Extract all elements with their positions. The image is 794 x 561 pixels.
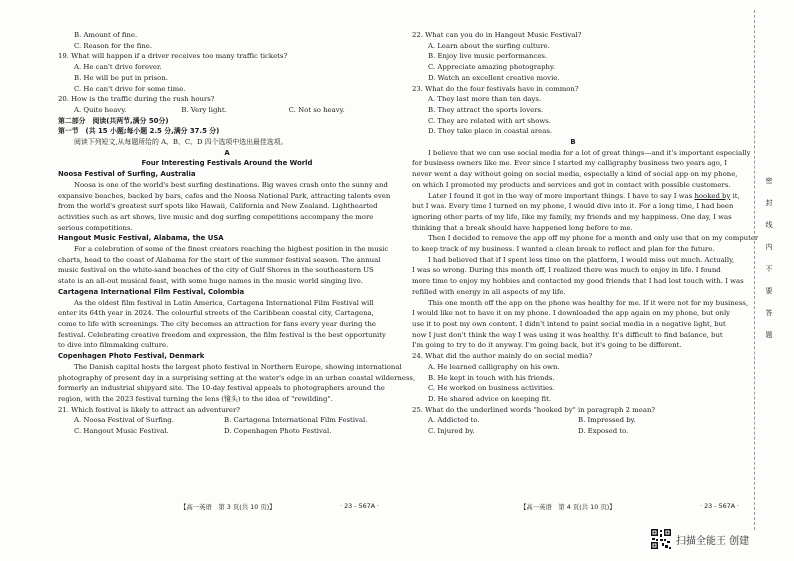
pb5-line: now I just don't think the way I was using it was healthy. It's difficult to find balance, but [412,330,723,339]
p1-line: activities such as art shows, live music and dog surfing competitions accompany the more [58,212,374,221]
footer-left-code: · 23 - 567A · [340,502,380,510]
question-22: 22. What can you do in Hangout Music Festival? [412,31,582,39]
instructions: 阅读下列短文,从每题所给的 A、B、C、D 四个选项中选出最佳选项。 [74,138,288,147]
q25-option-b: B. Impressed by. [578,416,636,425]
section1-heading: 第一节 (共 15 小题;每小题 2.5 分,满分 37.5 分) [58,127,220,136]
q20-option-a: A. Quite heavy. [74,105,127,114]
q25-option-c: C. Injured by. [428,427,475,436]
q21-option-d: D. Copenhagen Photo Festival. [224,427,332,436]
q25-option-a: A. Addicted to. [428,416,480,425]
pb3-line: Then I decided to remove the app off my phone for a month and only use that on my computer [428,234,759,243]
festival-heading-hangout: Hangout Music Festival, Alabama, the USA [58,234,224,243]
pb1-line: I believe that we can use social media for a lot of great things—and it's important especially [428,148,751,157]
p2-line: state is an all-out musical feast, with some huge names in the music world singing live. [58,277,364,286]
q19-opt-c: C. He can't drive for some time. [74,84,186,93]
left-column [58,30,416,437]
seal-line-text [762,170,776,346]
p4-line: region, with the 2023 festival turning the lens (镜头) to the idea of "rewilding". [58,394,333,403]
seal-char: 密 [765,177,773,185]
pb5-line: This one month off the app on the phone was healthy for me. If it were not for my business, [428,298,749,307]
question-24: 24. What did the author mainly do on social media? [412,352,593,361]
part2-heading: 第二部分 阅读(共两节,满分 50分) [58,116,169,125]
q25-options-row1 [412,415,734,426]
p2-line: music festival on the white-sand beaches of the city of Gulf Shores in the southeastern US [58,266,374,275]
q23-option-a: A. They last more than ten days. [428,95,542,104]
festival-heading-noosa: Noosa Festival of Surfing, Australia [58,170,196,179]
q23-option-b: B. They attract the sports lovers. [428,105,544,114]
seal-char: 内 [765,243,773,251]
footer-right-label: 【高一英语 第 4 页(共 10 页)】 [520,503,616,511]
q23-option-c: C. They are related with art shows. [428,116,552,125]
pb4-line: more time to enjoy my hobbies and contacted my good friends that I had lost touch with. I was [412,277,744,286]
p4-line: The Danish capital hosts the largest photo festival in Northern Europe, showing international [74,362,402,371]
q24-option-c: C. He worked on business activities. [428,384,555,393]
q19-opt-b: B. He will be put in prison. [74,73,168,82]
pb5-line: use it to post my own content. I didn't intend to paint social media in a negative light, but [412,319,726,328]
p4-line: formerly an industrial shipyard site. The 10-day festival appeals to photographers around the [58,384,385,393]
q21-option-c: C. Hangout Music Festival. [74,427,169,436]
festival-heading-cartagena: Cartagena International Film Festival, Colombia [58,287,245,296]
pb4-line: refilled with energy in all aspects of my life. [412,287,566,296]
p1-line: from the world's greatest surf spots like Hawaii, California and New Zealand. Lighthearted [58,202,378,211]
qr-code-icon [650,528,672,550]
p4-line: photography of present day in a surprising setting at the water's edge in an urban coastal wilderness, [58,373,416,382]
p1-line: expansive beaches, backed by bars, cafes and the Noosa National Park, attracting talents even [58,191,391,200]
right-column [412,30,759,437]
q22-option-d: D. Watch an excellent creative movie. [428,73,560,82]
pb2-line: thinking that a break should have happened long before to me. [412,223,633,232]
pb4-line: I had believed that if I spent less time on the platform, I would miss out much. Actually, [428,255,735,264]
passage-label-b: B [570,138,576,147]
q24-option-d: D. He shared advice on keeping fit. [428,394,552,403]
q23-option-d: D. They take place in coastal areas. [428,127,553,136]
q19-option-c: C. Reason for the fine. [74,41,153,50]
q20-options [58,105,396,116]
passage-label-a: A [224,148,230,157]
p1-line: serious competitions. [58,223,133,232]
p2-line: charts, head to the coast of Alabama for the start of the summer festival season. The annual [58,255,381,264]
seal-char: 题 [765,331,773,339]
pb5-line: I would like not to have it on my phone. I downloaded the app again on my phone, but only [412,309,731,318]
seal-char: 答 [765,309,773,317]
pb4-line: I was so wrong. During this month off, I realized there was much to enjoy in life. I found [412,266,721,275]
p2-line: For a celebration of some of the finest creators reaching the highest position in the music [74,245,389,254]
q19-option-b: B. Amount of fine. [74,31,138,39]
scanner-watermark: 扫描全能王 创建 [676,536,750,547]
pb2-text-b: it, [730,191,740,200]
pb2-line: ignoring other parts of my life, like my family, my friends and my happiness. One day, I was [412,212,732,221]
footer-right-code: · 23 - 567A · [700,502,740,510]
p3-line: festival. Celebrating creative freedom and expression, the film festival is the best opportunity [58,330,386,339]
pb3-line: to keep track of my business. I wanted a clean break to reflect and plan for the future. [412,245,715,254]
q25-options-row2 [412,426,734,437]
p3-line: come to life with screenings. The city becomes an attraction for fans every year during the [58,319,377,328]
seal-line [754,10,755,530]
footer-left-label: 【高一英语 第 3 页(共 10 页)】 [180,503,276,511]
q22-option-c: C. Appreciate amazing photography. [428,63,556,72]
q20-option-c: C. Not so heavy. [288,105,345,114]
q21-option-a: A. Noosa Festival of Surfing. [74,416,174,425]
q24-option-a: A. He learned calligraphy on his own. [428,362,560,371]
q24-option-b: B. He kept in touch with his friends. [428,373,555,382]
p1-line: Noosa is one of the world's best surfing destinations. Big waves crash onto the sunny and [74,180,388,189]
seal-char: 不 [765,265,773,273]
q21-option-b: B. Cartagena International Film Festival. [224,416,368,425]
question-19: 19. What will happen if a driver receives too many traffic tickets? [58,52,288,61]
pb2-line: but I was. Every time I turned on my phone, I would dive into it. For a long time, I had been [412,202,734,211]
hooked-by-underlined: hooked by [694,191,731,200]
pb1-line: on which I promoted my products and services and got in contact with possible customers. [412,180,731,189]
p3-line: to dive into filmmaking culture. [58,341,169,350]
p3-line: As the oldest film festival in Latin America, Cartagena International Film Festival will [74,298,374,307]
seal-char: 线 [765,221,773,229]
q25-option-d: D. Exposed to. [578,427,629,436]
pb5-line: I'm going to try to do it anyway. I'm going back, but it's going to be different. [412,341,682,350]
passage-title: Four Interesting Festivals Around the World [141,159,313,168]
question-20: 20. How is the traffic during the rush hours? [58,95,215,104]
pb1-line: for business owners like me. Ever since I started my calligraphy business two years ago, I [412,159,728,168]
question-21: 21. Which festival is likely to attract an adventurer? [58,405,240,414]
q21-options-row2 [58,426,396,437]
festival-heading-copenhagen: Copenhagen Photo Festival, Denmark [58,352,205,361]
pb2-text-a: Later I found it got in the way of more important things. I have to say I was [428,191,695,200]
q22-option-a: A. Learn about the surfing culture. [428,41,550,50]
pb2-first-line [412,191,740,202]
question-25: 25. What do the underlined words "hooked by" in paragraph 2 mean? [412,405,656,414]
pb1-line: never went a day without going on social media, especially a kind of social app on my phone, [412,170,738,179]
q22-option-b: B. Enjoy live music performances. [428,52,548,61]
q20-option-b: B. Very light. [181,105,227,114]
question-23: 23. What do the four festivals have in common? [412,84,579,93]
p3-line: enter its 64th year in 2024. The colourful streets of the Caribbean coastal city, Cartagena, [58,309,374,318]
seal-char: 要 [765,287,773,295]
q19-opt-a: A. He can't drive forever. [74,63,162,72]
seal-char: 封 [765,199,773,207]
q21-options-row1 [58,415,396,426]
